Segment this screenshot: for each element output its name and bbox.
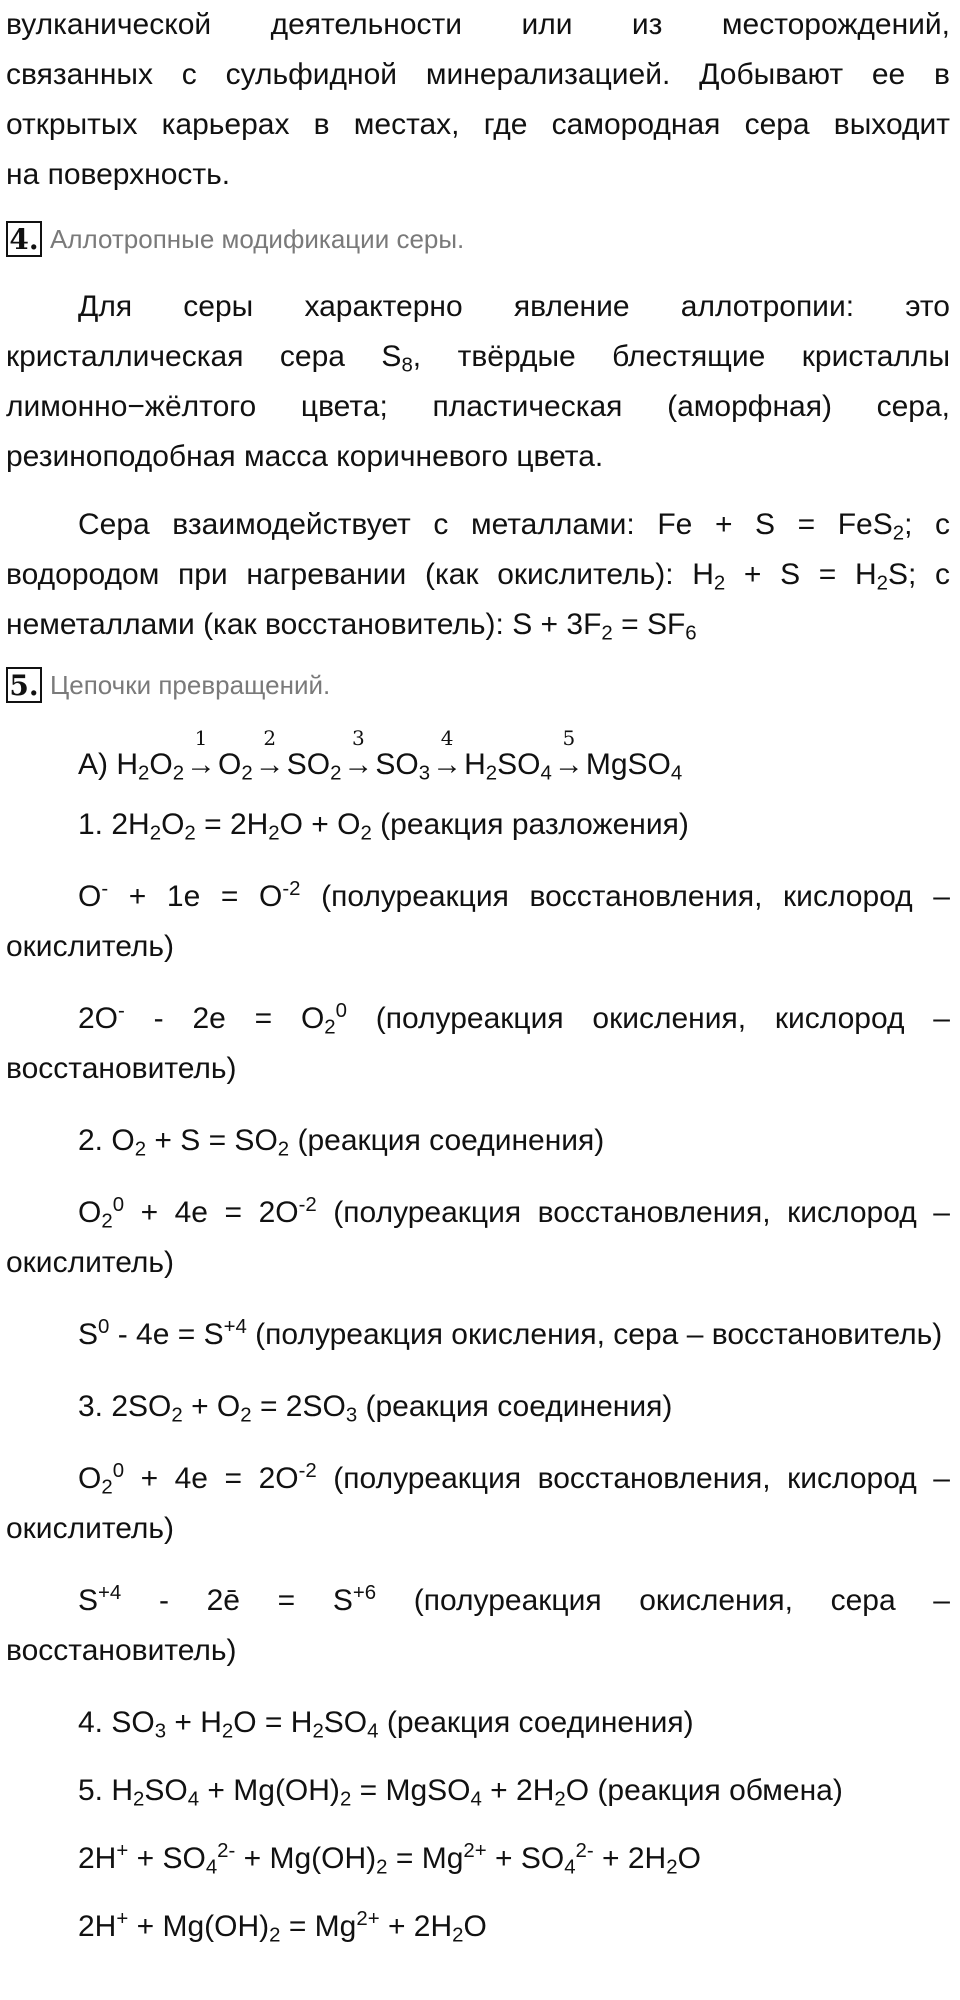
intro-line: на поверхность.: [6, 158, 231, 191]
step-3-equation: 3. $2SO_2 + O_2 = 2SO_3$ (реакция соединения): [78, 1390, 673, 1427]
reactions-paragraph: Сера взаимодействует с металлами: Fe + S = FeS$_2$; с водородом при нагревании (как окислитель): $H_2 + S = H_2S$; с неметаллами (как восстановитель): $S + 3F_2 = SF_6$: [6, 508, 951, 645]
chain-o2: $O_2$: [218, 748, 253, 785]
chain-h2o2: А) $H_2O_2$: [78, 748, 185, 785]
step-5-equation: 5. $H_2SO_4 + Mg(OH)_2$ = MgSO$_4$ + $2H_2O$ (реакция обмена): [78, 1774, 843, 1811]
step-1-oxidation: $2O^- - 2e = O_2^0$ (полуреакция окисления, кислород – восстановитель): [6, 999, 950, 1085]
chain-arrow: 5 →: [553, 726, 584, 781]
section-5-heading: [6, 660, 950, 710]
step-2-oxidation: $S^0 - 4e = S^{+4}$ (полуреакция окисления, сера – восстановитель): [78, 1315, 943, 1351]
section-title: Цепочки превращений.: [50, 669, 331, 700]
step-5-short-ionic: $2H^+ + Mg(OH)_2 = Mg^{2+} + 2H_2O$: [78, 1907, 487, 1947]
step-3-reduction: $O_2^0 + 4e = 2O^{-2}$ (полуреакция восстановления, кислород – окислитель): [6, 1459, 950, 1545]
transformation-chain: [6, 714, 950, 785]
step-2-equation: 2. $O_2 + S = SO_2$ (реакция соединения): [78, 1124, 605, 1161]
step-3-oxidation: $S^{+4}$ - 2ē = $S^{+6}$ (полуреакция окисления, сера – восстановитель): [6, 1581, 950, 1667]
intro-line: открытых карьерах в местах, где самородная сера выходит: [6, 108, 950, 141]
step-2-reduction: $O_2^0 + 4e = 2O^{-2}$ (полуреакция восстановления, кислород – окислитель): [6, 1193, 950, 1279]
step-5-full-ionic: $2H^+ + SO_4^{2-} + Mg(OH)_2 = Mg^{2+} + SO_4^{2-} + 2H_2O$: [78, 1839, 701, 1879]
chain-so3: $SO_3$: [375, 748, 431, 785]
intro-paragraph: [6, 0, 950, 200]
chain-arrow: 4 →: [432, 726, 463, 781]
chain-arrow: 3 →: [343, 726, 374, 781]
step-1-reduction: $O^- + 1e = O^{-2}$ (полуреакция восстановления, кислород – окислитель): [6, 877, 950, 963]
section-title: Аллотропные модификации серы.: [50, 223, 465, 254]
intro-line: вулканической деятельности или из месторождений,: [6, 8, 950, 41]
chain-h2so4: $H_2SO_4$: [464, 748, 552, 785]
section-number: 5.: [6, 667, 42, 703]
chain-arrow: 1 →: [186, 726, 217, 781]
chain-so2: $SO_2$: [286, 748, 342, 785]
step-1-equation: 1. $2H_2O_2 = 2H_2O + O_2$ (реакция разложения): [78, 808, 689, 845]
section-4-heading: [6, 214, 950, 264]
step-4-equation: 4. $SO_3 + H_2O = H_2SO_4$ (реакция соединения): [78, 1706, 694, 1743]
intro-line: связанных с сульфидной минерализацией. Добывают ее в: [6, 58, 950, 91]
section-number: 4.: [6, 221, 42, 257]
chain-arrow: 2 →: [254, 726, 285, 781]
allotropy-paragraph: Для серы характерно явление аллотропии: это кристаллическая сера $S_8$, твёрдые блестящие кристаллы лимонно−жёлтого цвета; пластическая (аморфная) сера, резиноподобная масса коричневого цвета.: [6, 290, 951, 473]
chain-mgso4: MgSO$_4$: [585, 748, 683, 785]
